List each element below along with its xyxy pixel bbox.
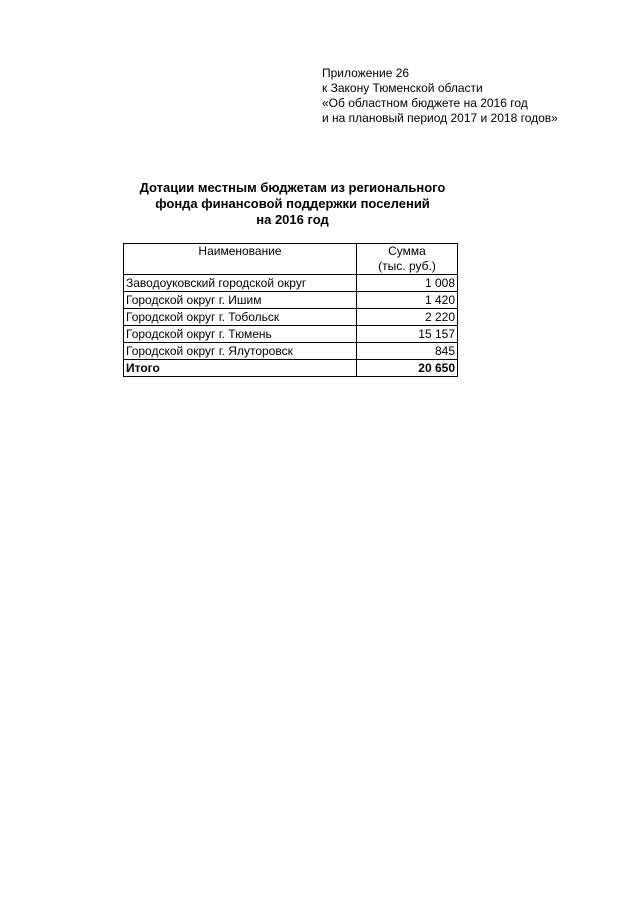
title-line: на 2016 год: [256, 212, 329, 227]
appendix-line: Приложение 26: [322, 66, 410, 80]
appendix-line: к Закону Тюменской области: [322, 81, 483, 95]
total-row: [124, 360, 458, 377]
row-sum: 1 420: [357, 292, 458, 309]
total-sum: 20 650: [357, 360, 458, 377]
row-name: Городской округ г. Тюмень: [124, 326, 357, 343]
row-name: Заводоуковский городской округ: [124, 275, 357, 292]
table-row: [124, 343, 458, 360]
row-sum: 1 008: [357, 275, 458, 292]
row-sum: 15 157: [357, 326, 458, 343]
table-row: [124, 275, 458, 292]
row-name: Городской округ г. Тобольск: [124, 309, 357, 326]
header-sum: [357, 244, 458, 275]
row-name: Городской округ г. Ишим: [124, 292, 357, 309]
table-header-row: [124, 244, 458, 275]
appendix-line: и на плановый период 2017 и 2018 годов»: [322, 111, 558, 125]
table-row: [124, 309, 458, 326]
header-name: Наименование: [124, 244, 357, 275]
row-sum: 2 220: [357, 309, 458, 326]
appendix-line: «Об областном бюджете на 2016 год: [322, 96, 528, 110]
row-name: Городской округ г. Ялуторовск: [124, 343, 357, 360]
row-sum: 845: [357, 343, 458, 360]
table-row: [124, 292, 458, 309]
header-sum-unit: (тыс. руб.): [378, 259, 436, 273]
title-line: фонда финансовой поддержки поселений: [155, 196, 430, 211]
title-line: Дотации местным бюджетам из регионального: [139, 180, 446, 195]
appendix-note: [322, 66, 558, 126]
document-title: [120, 180, 465, 228]
total-label: Итого: [124, 360, 357, 377]
table-row: [124, 326, 458, 343]
subsidies-table: [123, 243, 458, 377]
header-sum-title: Сумма: [388, 244, 426, 258]
